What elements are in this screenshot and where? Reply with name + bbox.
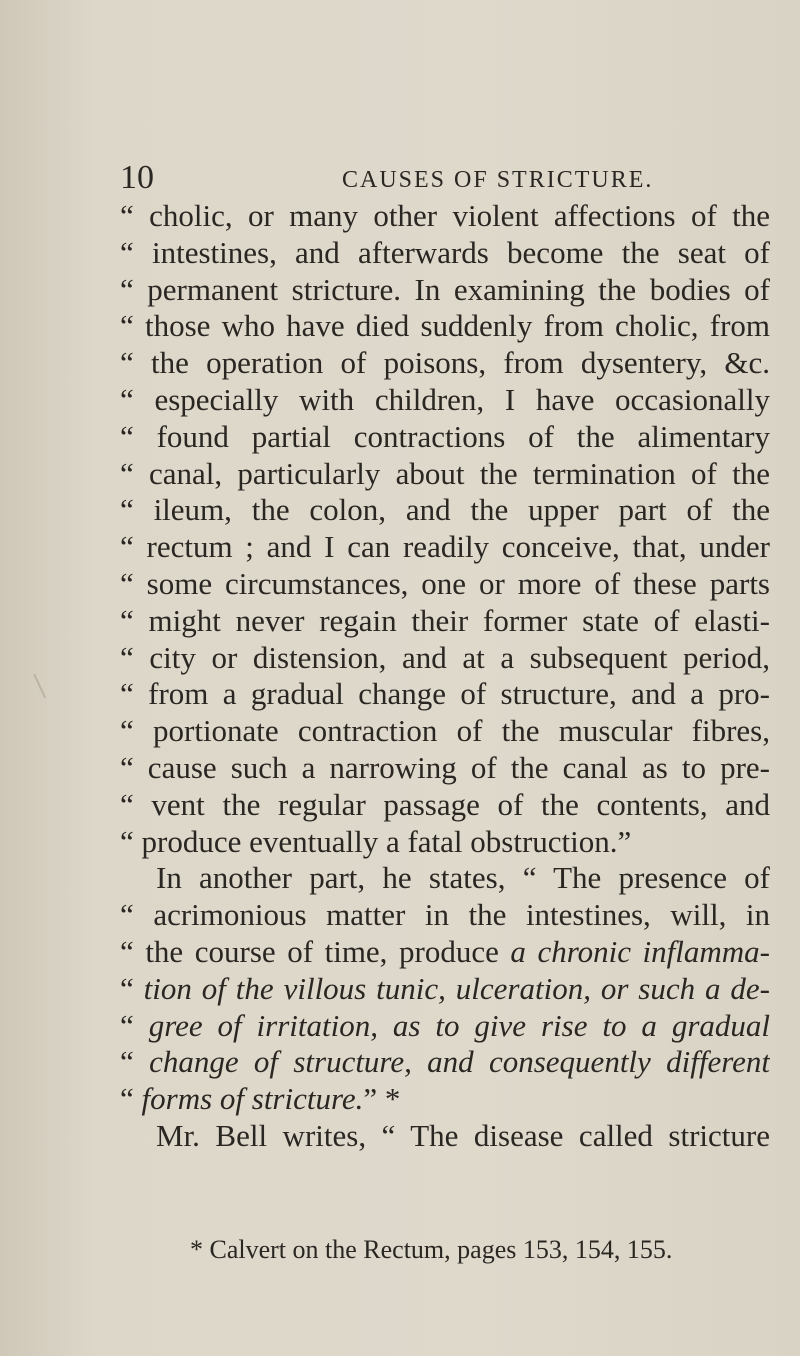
footnote: * Calvert on the Rectum, pages 153, 154, 155. — [190, 1235, 673, 1264]
text-line: “ produce eventually a fatal obstruction.” — [120, 823, 632, 859]
text-line-italic — [120, 1008, 770, 1045]
text-roman: “ the course of time, produce — [120, 933, 511, 969]
footnote-ref: ” * — [363, 1081, 401, 1117]
quote-mark: “ — [120, 1007, 149, 1043]
body-text — [120, 198, 770, 1155]
page-header — [120, 158, 780, 198]
paper-mark — [33, 668, 58, 698]
text-line: “ especially with children, I have occasionally — [120, 381, 770, 417]
text-line: “ canal, particularly about the termination of the — [120, 455, 770, 491]
text-italic: forms of stricture. — [141, 1081, 364, 1117]
text-line: “ rectum ; and I can readily conceive, that, under — [120, 529, 770, 565]
text-line: “ city or distension, and at a subsequent period, — [120, 639, 770, 675]
text-line: “ might never regain their former state of elasti- — [120, 602, 770, 638]
text-line: “ intestines, and afterwards become the seat of — [120, 234, 770, 270]
quote-mark: “ — [120, 970, 144, 1006]
text-line: “ acrimonious matter in the intestines, will, in — [120, 897, 770, 933]
text-line-mixed — [120, 934, 770, 971]
text-line: “ permanent stricture. In examining the bodies of — [120, 271, 770, 307]
text-line-italic — [120, 971, 770, 1008]
paragraph-start-line: In another part, he states, “ The presence of — [156, 860, 770, 896]
text-line: “ portionate contraction of the muscular fibres, — [120, 713, 770, 749]
paragraph-start-line: Mr. Bell writes, “ The disease called stricture — [156, 1117, 770, 1153]
text-italic: gree of irritation, as to give rise to a gradual — [148, 1007, 770, 1043]
text-italic: a chronic inflamma- — [510, 933, 770, 969]
running-head: CAUSES OF STRICTURE. — [342, 167, 654, 193]
quote-mark: “ — [120, 1081, 142, 1117]
text-line: “ some circumstances, one or more of these parts — [120, 565, 770, 601]
page-number: 10 — [120, 159, 154, 196]
text-line: “ cause such a narrowing of the canal as to pre- — [120, 749, 770, 785]
text-line: “ from a gradual change of structure, and a pro- — [120, 676, 770, 712]
text-line: “ the operation of poisons, from dysentery, &c. — [120, 345, 770, 381]
text-line-italic — [120, 1081, 770, 1118]
quote-mark: “ — [120, 1044, 150, 1080]
text-line: “ found partial contractions of the alimentary — [120, 418, 770, 454]
text-line-italic — [120, 1044, 770, 1081]
text-line: “ those who have died suddenly from cholic, from — [120, 308, 770, 344]
text-line: “ ileum, the colon, and the upper part of the — [120, 492, 770, 528]
text-italic: tion of the villous tunic, ulceration, or such a de- — [143, 970, 770, 1006]
text-line: “ vent the regular passage of the contents, and — [120, 786, 770, 822]
text-italic: change of structure, and consequently different — [149, 1044, 770, 1080]
text-line: “ cholic, or many other violent affections of the — [120, 198, 770, 233]
